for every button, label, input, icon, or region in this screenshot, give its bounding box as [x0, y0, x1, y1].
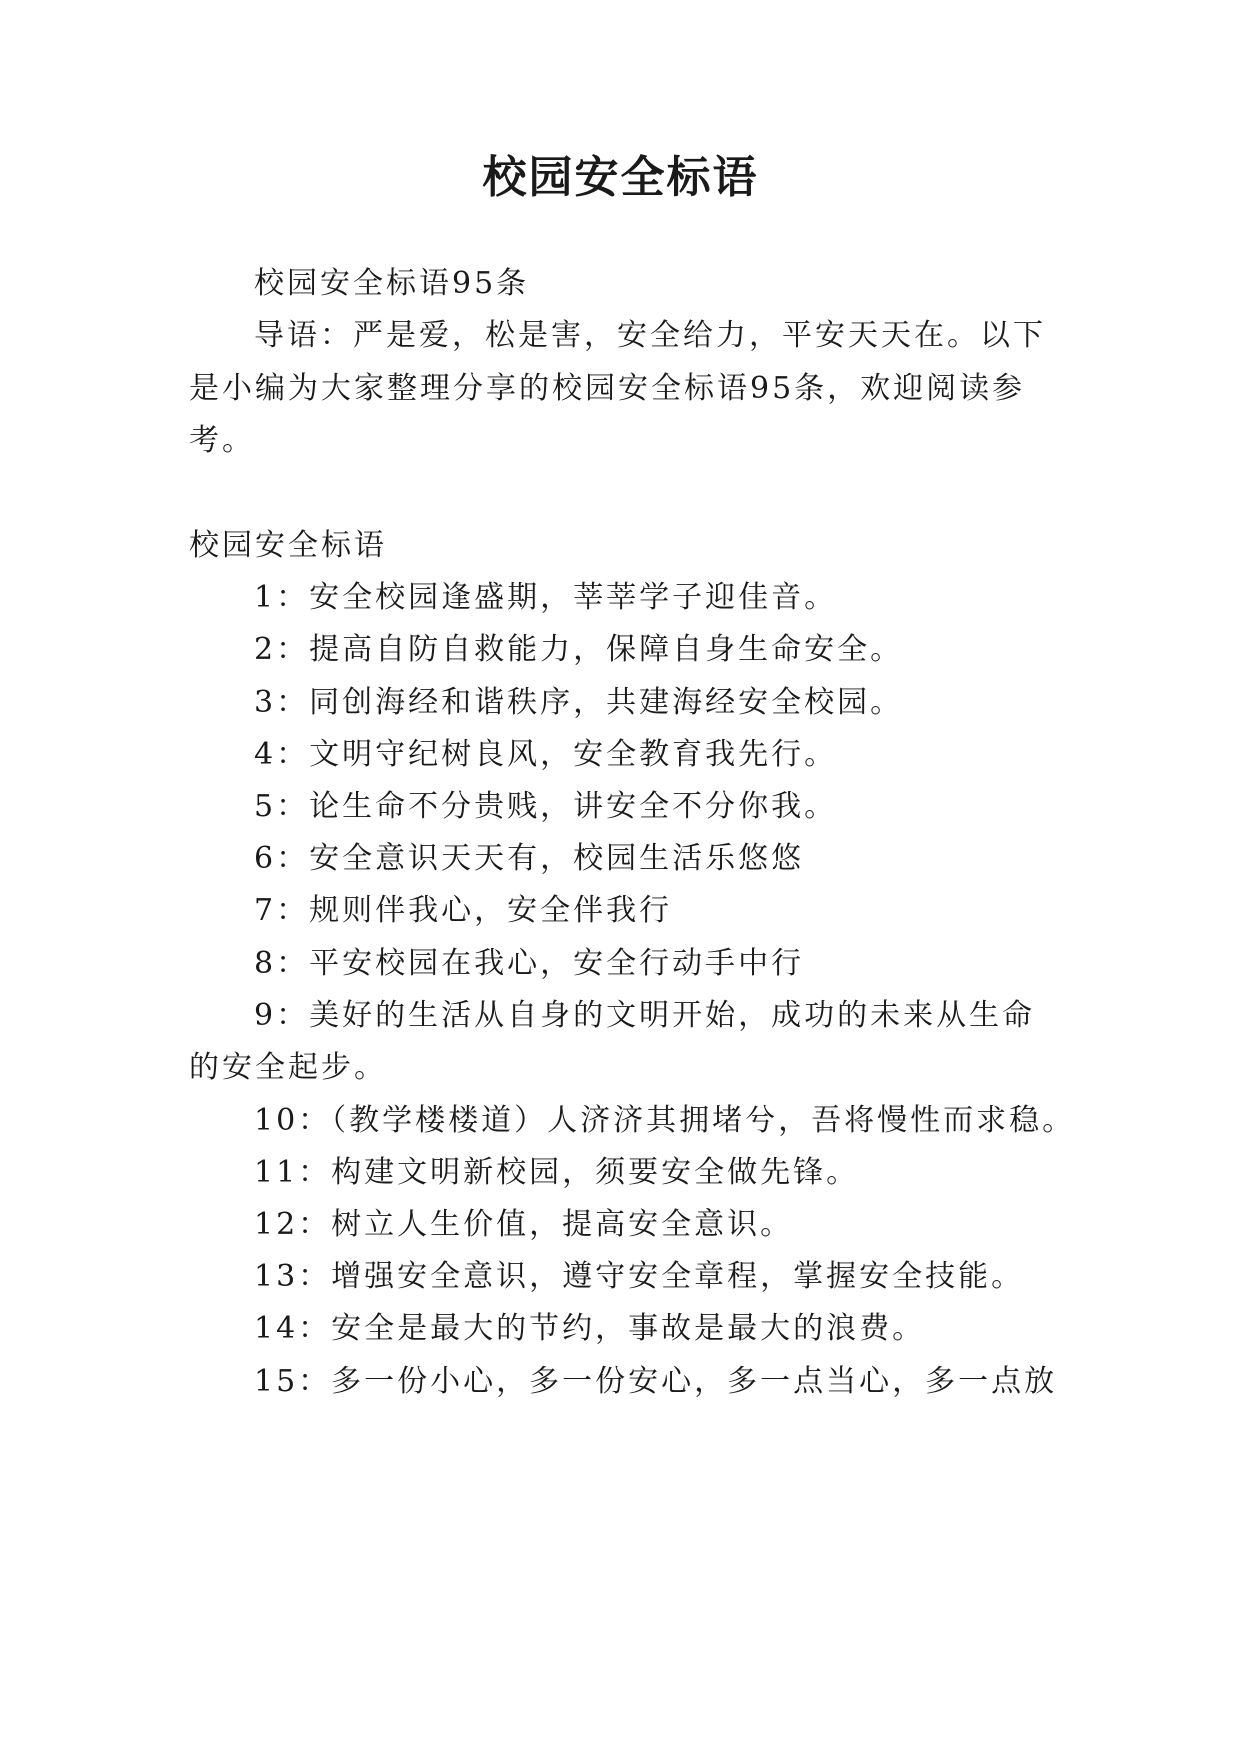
intro-line: 考。	[189, 423, 255, 458]
list-item: 1：安全校园逢盛期，莘莘学子迎佳音。	[254, 580, 838, 615]
list-item: 8：平安校园在我心，安全行动手中行	[254, 946, 805, 981]
list-item: 9：美好的生活从自身的文明开始，成功的未来从生命	[254, 998, 1036, 1033]
page-title: 校园安全标语	[482, 152, 759, 203]
list-item: 12：树立人生价值，提高安全意识。	[254, 1207, 794, 1242]
list-item: 5：论生命不分贵贱，讲安全不分你我。	[254, 789, 838, 824]
list-item: 11：构建文明新校园，须要安全做先锋。	[254, 1155, 860, 1190]
list-item: 7：规则伴我心，安全伴我行	[254, 893, 673, 928]
list-item: 4：文明守纪树良风，安全教育我先行。	[254, 737, 838, 772]
intro-line: 是小编为大家整理分享的校园安全标语95条，欢迎阅读参	[189, 371, 1026, 406]
list-item: 2：提高自防自救能力，保障自身生命安全。	[254, 632, 904, 667]
list-item: 6：安全意识天天有，校园生活乐悠悠	[254, 841, 805, 876]
subtitle: 校园安全标语95条	[254, 266, 530, 301]
list-item: 14：安全是最大的节约，事故是最大的浪费。	[254, 1311, 926, 1346]
list-item: 3：同创海经和谐秩序，共建海经安全校园。	[254, 685, 904, 720]
list-item: 10：（教学楼楼道）人济济其拥堵兮，吾将慢性而求稳。	[254, 1103, 1076, 1138]
section-heading: 校园安全标语	[189, 528, 387, 563]
list-item: 13：增强安全意识，遵守安全章程，掌握安全技能。	[254, 1259, 1025, 1294]
list-item: 15：多一份小心，多一份安心，多一点当心，多一点放	[254, 1364, 1058, 1399]
intro-line: 导语：严是爱，松是害，安全给力，平安天天在。以下	[254, 318, 1046, 353]
list-item: 的安全起步。	[189, 1050, 387, 1085]
